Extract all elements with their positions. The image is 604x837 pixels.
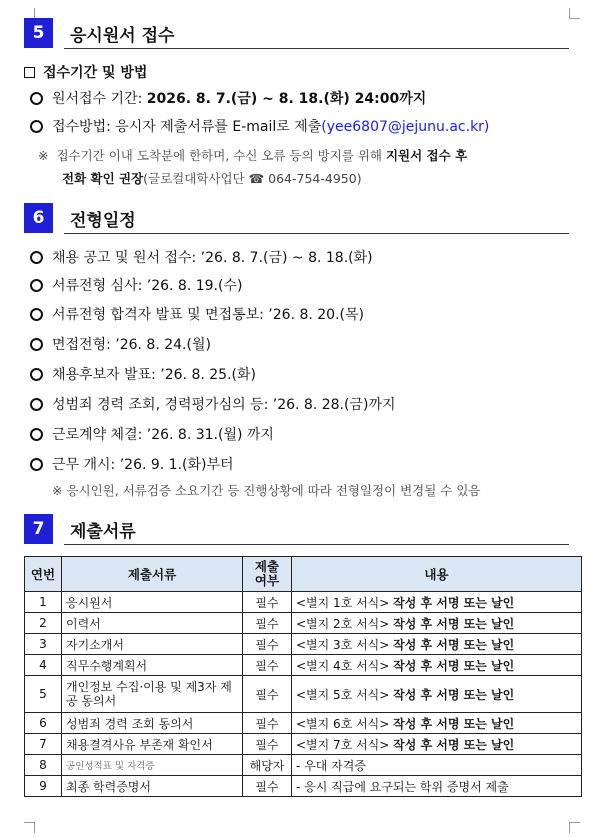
table-header-row	[25, 557, 582, 592]
corner-mark	[24, 822, 35, 833]
method-line: 접수방법: 응시자 제출서류를 E-mail로 제출(yee6807@jejunu.ac.kr)	[30, 116, 489, 136]
table-row: 1 응시원서 필수 <별지 1호 서식> 작성 후 서명 또는 날인	[25, 592, 582, 613]
col-header-doc: 제출서류	[62, 557, 243, 592]
section-rule	[64, 544, 569, 545]
schedule-item: 근무 개시: ’26. 9. 1.(화)부터	[30, 454, 234, 474]
schedule-note: ※ 응시인원, 서류검증 소요기간 등 진행상황에 따라 전형일정이 변경될 수 있음	[52, 483, 481, 498]
section-title: 응시원서 접수	[70, 26, 175, 46]
section-7-header	[24, 514, 569, 544]
documents-table	[24, 556, 582, 797]
schedule-item: 채용후보자 발표: ’26. 8. 25.(화)	[30, 364, 256, 384]
circle-bullet-icon	[30, 338, 43, 351]
section-rule	[64, 48, 569, 49]
section-title: 전형일정	[70, 211, 136, 231]
corner-mark	[569, 822, 580, 833]
circle-bullet-icon	[30, 368, 43, 381]
table-row: 7 채용결격사유 부존재 확인서 필수 <별지 7호 서식> 작성 후 서명 또는 날인	[25, 734, 582, 755]
col-header-no: 연번	[25, 557, 62, 592]
section-5-header	[24, 18, 569, 48]
table-row: 6 성범죄 경력 조회 동의서 필수 <별지 6호 서식> 작성 후 서명 또는 날인	[25, 713, 582, 734]
section-number: 7	[24, 514, 53, 544]
circle-bullet-icon	[30, 428, 43, 441]
section-number: 5	[24, 18, 53, 48]
checkbox-square-icon	[24, 67, 35, 78]
circle-bullet-icon	[30, 92, 43, 105]
subheading: 접수기간 및 방법	[24, 62, 147, 82]
section-6-header	[24, 203, 569, 233]
period-line: 원서접수 기간: 2026. 8. 7.(금) ~ 8. 18.(화) 24:00까지	[30, 88, 426, 108]
table-row: 4 직무수행계획서 필수 <별지 4호 서식> 작성 후 서명 또는 날인	[25, 655, 582, 676]
schedule-item: 면접전형: ’26. 8. 24.(월)	[30, 334, 211, 354]
circle-bullet-icon	[30, 120, 43, 133]
circle-bullet-icon	[30, 458, 43, 471]
email-link[interactable]: (yee6807@jejunu.ac.kr)	[321, 119, 490, 135]
schedule-item: 서류전형 합격자 발표 및 면접통보: ’26. 8. 20.(목)	[30, 304, 364, 324]
circle-bullet-icon	[30, 251, 43, 264]
col-header-content: 내용	[292, 557, 582, 592]
table-row: 3 자기소개서 필수 <별지 3호 서식> 작성 후 서명 또는 날인	[25, 634, 582, 655]
schedule-item: 서류전형 심사: ’26. 8. 19.(수)	[30, 275, 242, 295]
table-row: 5 개인정보 수집·이용 및 제3자 제공 동의서 필수 <별지 5호 서식> 작성 후 서명 또는 날인	[25, 676, 582, 713]
schedule-item: 근로계약 체결: ’26. 8. 31.(월) 까지	[30, 424, 274, 444]
section-rule	[64, 233, 569, 234]
schedule-item: 성범죄 경력 조회, 경력평가심의 등: ’26. 8. 28.(금)까지	[30, 394, 396, 414]
circle-bullet-icon	[30, 398, 43, 411]
circle-bullet-icon	[30, 279, 43, 292]
table-row: 2 이력서 필수 <별지 2호 서식> 작성 후 서명 또는 날인	[25, 613, 582, 634]
col-header-req: 제출 여부	[243, 557, 292, 592]
circle-bullet-icon	[30, 308, 43, 321]
schedule-item: 채용 공고 및 원서 접수: ’26. 8. 7.(금) ~ 8. 18.(화)	[30, 247, 373, 267]
note-line-2: 전화 확인 권장(글로컬대학사업단 ☎ 064-754-4950)	[62, 171, 362, 186]
table-row: 8 공인성적표 및 자격증 해당자 - 우대 자격증	[25, 755, 582, 776]
corner-mark	[569, 8, 580, 19]
section-title: 제출서류	[70, 522, 136, 542]
table-row: 9 최종 학력증명서 필수 - 응시 직급에 요구되는 학위 증명서 제출	[25, 776, 582, 797]
section-number: 6	[24, 203, 53, 233]
note-line-1: ※ 접수기간 이내 도착분에 한하며, 수신 오류 등의 방지를 위해 지원서 접수 후	[38, 148, 468, 163]
